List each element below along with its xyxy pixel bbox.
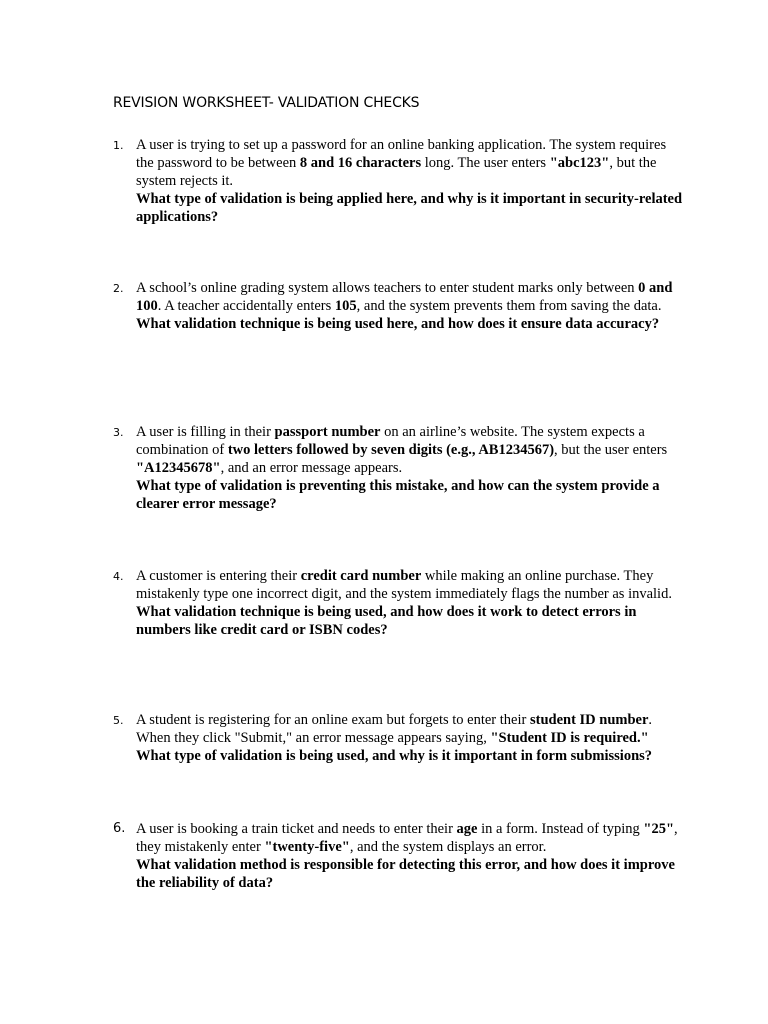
scenario-text: while making an online purchase. They mistakenly type one incorrect digit, and the system immediately flags the number as invalid.	[136, 568, 672, 602]
question-scenario	[136, 279, 683, 315]
question-scenario	[136, 567, 683, 603]
scenario-emphasis: 8 and 16 characters	[299, 155, 422, 171]
question-prompt: What type of validation is being applied here, and why is it important in security-related applications?	[136, 191, 683, 225]
question-number: 2.	[113, 282, 124, 295]
question-prompt: What type of validation is being used, and why is it important in form submissions?	[136, 748, 653, 764]
question-number: 5.	[113, 714, 124, 727]
scenario-emphasis: "Student ID is required."	[490, 730, 649, 746]
scenario-emphasis: "twenty-five"	[264, 839, 350, 855]
question-5	[113, 711, 683, 765]
scenario-text: , they mistakenly enter	[136, 821, 678, 855]
scenario-emphasis: student ID number	[529, 712, 649, 728]
scenario-emphasis: "25"	[643, 821, 674, 837]
scenario-text: , and the system displays an error.	[349, 839, 547, 855]
scenario-emphasis: two letters followed by seven digits (e.g., AB1234567)	[227, 442, 555, 458]
question-prompt: What type of validation is preventing this mistake, and how can the system provide a clearer error message?	[136, 478, 660, 512]
scenario-text: . A teacher accidentally enters	[157, 298, 335, 314]
question-4	[113, 567, 683, 639]
question-2	[113, 279, 683, 333]
scenario-text: A customer is entering their	[136, 568, 301, 584]
question-scenario	[136, 423, 683, 477]
question-prompt: What validation method is responsible for detecting this error, and how does it improve the reliability of data?	[136, 857, 675, 891]
question-prompt: What validation technique is being used here, and how does it ensure data accuracy?	[136, 316, 660, 332]
scenario-text: . When they click "Submit," an error message appears saying,	[136, 712, 653, 746]
scenario-text: A student is registering for an online exam but forgets to enter their	[136, 712, 530, 728]
question-number: 6.	[113, 821, 126, 836]
question-number: 4.	[113, 570, 124, 583]
scenario-emphasis: age	[456, 821, 478, 837]
scenario-emphasis: "abc123"	[549, 155, 610, 171]
scenario-emphasis: 105	[334, 298, 357, 314]
question-prompt: What validation technique is being used, and how does it work to detect errors in numbers like credit card or ISBN codes?	[136, 604, 637, 638]
scenario-text: , and the system prevents them from saving the data.	[356, 298, 662, 314]
scenario-emphasis: "A12345678"	[136, 460, 221, 476]
scenario-text: A school’s online grading system allows teachers to enter student marks only between	[136, 280, 639, 296]
scenario-emphasis: credit card number	[300, 568, 422, 584]
scenario-text: A user is filling in their	[136, 424, 275, 440]
question-3	[113, 423, 683, 513]
question-scenario	[136, 136, 683, 190]
scenario-text: long. The user enters	[421, 155, 550, 171]
scenario-emphasis: 0 and 100	[136, 280, 673, 314]
scenario-text: , but the system rejects it.	[136, 155, 657, 189]
scenario-emphasis: passport number	[274, 424, 381, 440]
scenario-text: , and an error message appears.	[220, 460, 403, 476]
scenario-text: A user is trying to set up a password for an online banking application. The system requires the password to be between	[136, 137, 667, 171]
worksheet-title: REVISION WORKSHEET- VALIDATION CHECKS	[113, 95, 420, 111]
scenario-text: , but the user enters	[554, 442, 668, 458]
question-scenario	[136, 820, 683, 856]
question-scenario	[136, 711, 683, 747]
question-1	[113, 136, 683, 226]
question-number: 3.	[113, 426, 124, 439]
question-number: 1.	[113, 139, 124, 152]
scenario-text: on an airline’s website. The system expects a combination of	[136, 424, 645, 458]
scenario-text: in a form. Instead of typing	[477, 821, 644, 837]
question-6	[113, 820, 683, 892]
scenario-text: A user is booking a train ticket and needs to enter their	[136, 821, 457, 837]
